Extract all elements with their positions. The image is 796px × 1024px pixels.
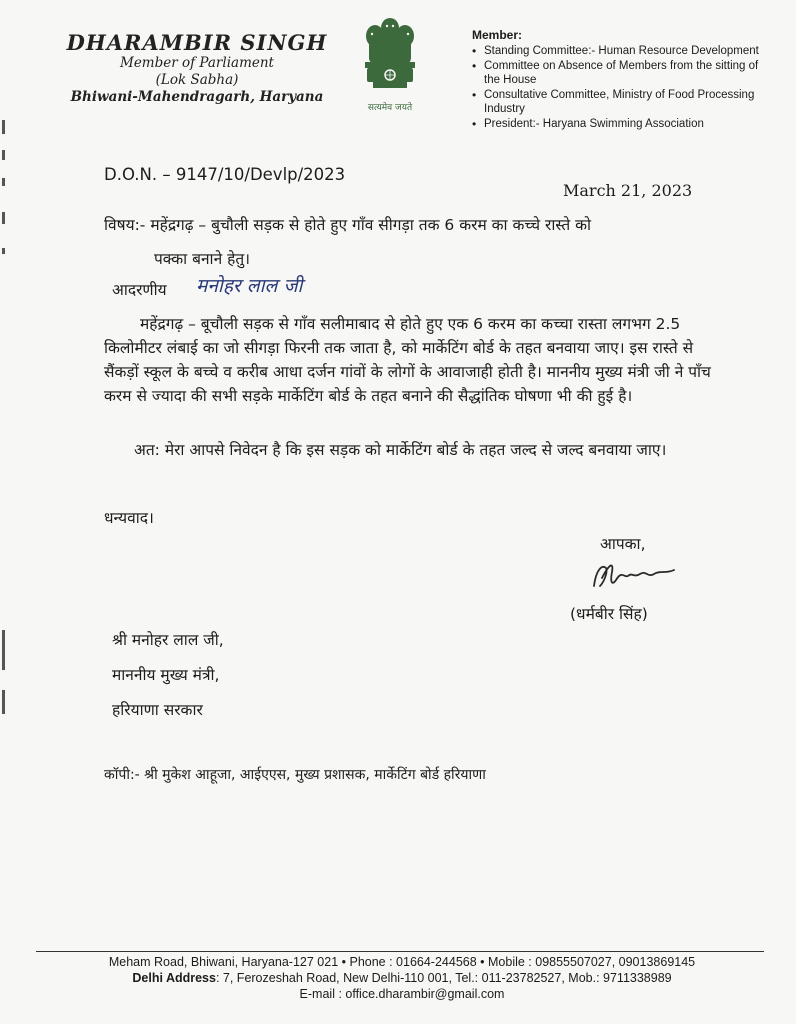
- national-emblem: [355, 14, 425, 113]
- membership-item: • Consultative Committee, Ministry of Food Processing Industry: [472, 88, 772, 117]
- thanks-line: धन्यवाद।: [104, 509, 154, 527]
- salutation: आदरणीय: [112, 281, 167, 299]
- footer: [40, 954, 764, 1002]
- scan-edge-marks: [0, 120, 8, 740]
- addressee-line-2: माननीय मुख्य मंत्री,: [112, 666, 220, 684]
- addressee-line-3: हरियाणा सरकार: [112, 701, 203, 719]
- copy-to: कॉपी:- श्री मुकेश आहूजा, आईएएस, मुख्य प्रशासक, मार्केटिंग बोर्ड हरियाणा: [104, 767, 486, 783]
- signature: [588, 556, 684, 600]
- membership-item: • President:- Haryana Swimming Association: [472, 117, 772, 132]
- handwritten-addressee: मनोहर लाल जी: [196, 275, 303, 297]
- emblem-motto: सत्यमेव जयते: [367, 103, 413, 113]
- sender-title: Member of Parliament: [120, 55, 274, 71]
- letter-date: March 21, 2023: [563, 181, 693, 200]
- body-paragraph-1: महेंद्रगढ़ – बूचौली सड़क से गाँव सलीमाबाद से होते हुए एक 6 करम का कच्चा रास्ता लगभग 2.5 किलोमीटर लंबाई का जो सीगड़ा फिरनी तक जाता है, को मार्केटिंग बोर्ड के तहत बनवाया जाए। इस रास्ते से सैंकड़ों स्कूल के बच्चे व करीब आधा दर्जन गांवों के लोगों के आवाजाही होती है। माननीय मुख्य मंत्री जी ने पाँच करम से ज्यादा की सभी सड़के मार्केटिंग बोर्ड के तहत बनाने की सैद्धांतिक घोषणा भी की हुई है।: [104, 315, 711, 405]
- membership-item: • Committee on Absence of Members from the sitting of the House: [472, 59, 772, 88]
- membership-heading: Member:: [472, 28, 523, 42]
- footer-email: E-mail : office.dharambir@gmail.com: [299, 987, 505, 1001]
- subject: [104, 208, 724, 276]
- footer-address-bhiwani: Meham Road, Bhiwani, Haryana-127 021 • Phone : 01664-244568 • Mobile : 09855507027, 09013869145: [108, 955, 696, 969]
- subject-line-1: विषय:- महेंद्रगढ़ – बुचौली सड़क से होते हुए गाँव सीगड़ा तक 6 करम का कच्चे रास्ते को: [104, 216, 592, 234]
- lion-capital-icon: [355, 14, 425, 100]
- footer-divider: [36, 951, 764, 952]
- membership-block: [472, 28, 772, 131]
- membership-list: [472, 44, 772, 131]
- reference-number: D.O.N. – 9147/10/Devlp/2023: [104, 165, 346, 184]
- signatory-name: (धर्मबीर सिंह): [570, 605, 648, 623]
- addressee-line-1: श्री मनोहर लाल जी,: [112, 631, 224, 649]
- membership-item: • Standing Committee:- Human Resource Development: [472, 44, 772, 59]
- sender-name: DHARAMBIR SINGH: [66, 30, 328, 55]
- subject-line-2: पक्का बनाने हेतु।: [154, 250, 251, 268]
- letterhead-sender: [62, 30, 332, 106]
- closing-phrase: आपका,: [600, 535, 646, 553]
- sender-house: (Lok Sabha): [155, 72, 239, 88]
- body-paragraph-2: अत: मेरा आपसे निवेदन है कि इस सड़क को मार्केटिंग बोर्ड के तहत जल्द से जल्द बनवाया जाए।: [134, 441, 667, 459]
- sender-constituency: Bhiwani-Mahendragarh, Haryana: [70, 89, 324, 105]
- delhi-address-text: : 7, Ferozeshah Road, New Delhi-110 001, Tel.: 011-23782527, Mob.: 9711338989: [215, 971, 672, 985]
- delhi-address-label: Delhi Address: [132, 971, 216, 985]
- footer-address-delhi: [40, 970, 764, 986]
- signature-icon: [588, 556, 684, 596]
